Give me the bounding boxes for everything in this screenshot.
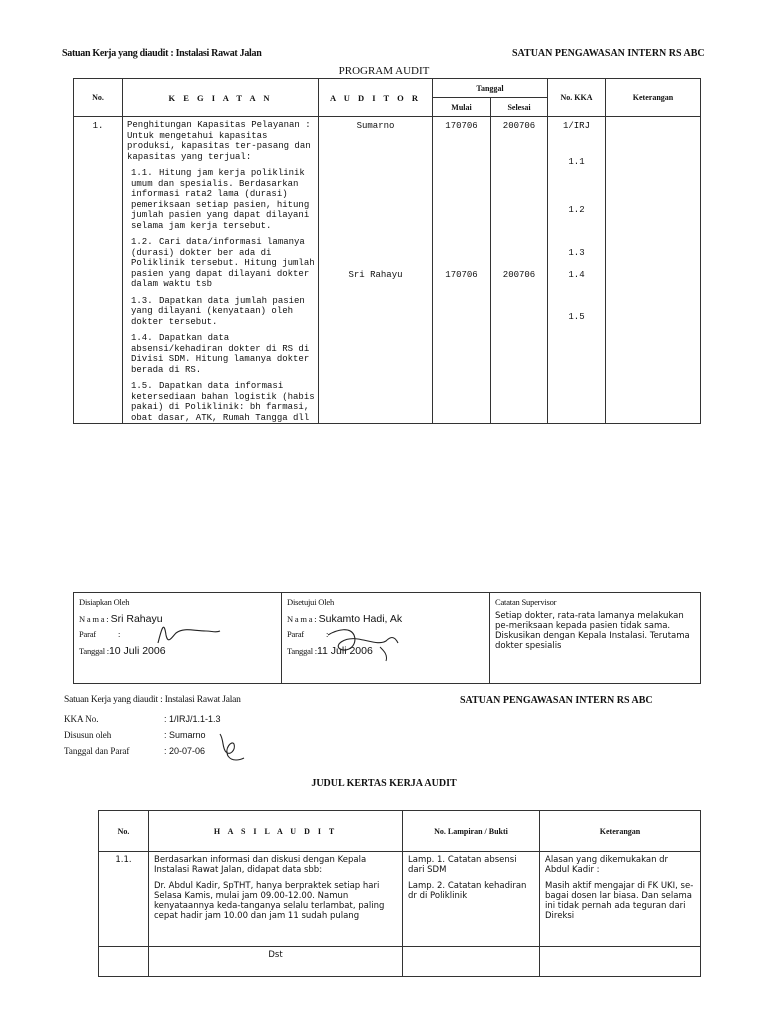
approved-title: Disetujui Oleh [287,597,335,607]
department-title: SATUAN PENGAWASAN INTERN RS ABC [512,48,705,59]
lampiran-2: Lamp. 2. Catatan kehadiran dr di Poliklinik [408,881,527,901]
signature-sumarno [214,730,248,766]
dst-keterangan-cell [540,947,701,977]
keterangan-intro: Alasan yang dikemukakan dr Abdul Kadir : [545,855,669,875]
kegiatan-cell [123,117,319,424]
approved-date-row: Tanggal :11 Juli 2006 [287,645,373,657]
mulai-1: 170706 [445,121,478,131]
lampiran-cell [403,852,540,947]
col-result-no: No. [99,811,149,852]
supervisor-cell [490,593,701,684]
ws-tanggal-row: Tanggal dan Paraf : 20-07-06 [64,746,206,756]
approval-table [73,592,701,684]
kegiatan-item: 1.5. Dapatkan data informasi ketersediaan bahan logistik (habis pakai) di Poliklinik: bh farmasi, obat dasar, ATK, Rumah Tangga dll [131,381,315,423]
kegiatan-item: 1.3. Dapatkan data jumlah pasien yang dilayani (kenyataan) oleh dokter tersebut. [131,295,305,327]
kka-item: 1.4 [568,270,585,280]
auditor-cell [319,117,433,424]
row-number: 1. [74,117,123,424]
keterangan-cell [606,117,701,424]
result-keterangan-cell [540,852,701,947]
prepared-date-row: Tanggal :10 Juli 2006 [79,645,166,657]
mulai-cell [433,117,491,424]
col-result-keterangan: Keterangan [540,811,701,852]
program-audit-table [73,78,701,424]
mulai-2: 170706 [445,270,478,280]
auditor-2: Sri Rahayu [348,270,403,280]
col-keterangan: Keterangan [606,79,701,117]
ws-kka-row: KKA No. : 1/IRJ/1.1-1.3 [64,714,221,724]
prepared-name-row: N a m a : Sri Rahayu [79,613,163,625]
col-auditor: A U D I T O R [319,79,433,117]
approved-date: 11 Juli 2006 [316,645,373,657]
kegiatan-main: Penghitungan Kapasitas Pelayanan : Untuk mengetahui kapasitas produksi, kapasitas ter-pasang dan kapasitas yang terjual: [127,120,311,162]
program-audit-title: PROGRAM AUDIT [338,65,430,77]
dst-cell: Dst [149,947,403,977]
hasil-finding: Dr. Abdul Kadir, SpTHT, hanya berpraktek setiap hari Selasa Kamis, mulai jam 09.00-12.00. Namun kenyataannya keda-tanganya selalu terlambat, paling cepat hadir jam 10.00 dan jam 11 sudah pulang [154,881,385,921]
approved-name-row: N a m a : Sukamto Hadi, Ak [287,613,403,625]
col-tanggal: Tanggal [433,79,548,98]
approved-by-cell [282,593,490,684]
signature-sri-rahayu [154,617,224,647]
unit-audited-label: Satuan Kerja yang diaudit : Instalasi Rawat Jalan [62,48,262,59]
keterangan-reason: Masih aktif mengajar di FK UKI, se-bagai dosen lar biasa. Dan selama ini tidak pernah ada teguran dari Direksi [545,881,694,921]
col-lampiran: No. Lampiran / Bukti [403,811,540,852]
audit-result-table [98,810,701,977]
selesai-2: 200706 [502,270,536,280]
col-kegiatan: K E G I A T A N [123,79,319,117]
col-hasil-audit: H A S I L A U D I T [149,811,403,852]
selesai-cell [491,117,548,424]
dst-lampiran-cell [403,947,540,977]
col-mulai: Mulai [433,98,491,117]
ws-department-title: SATUAN PENGAWASAN INTERN RS ABC [460,695,653,706]
kegiatan-item: 1.4. Dapatkan data absensi/kehadiran dokter di RS di Divisi SDM. Hitung lamanya dokter berada di RS. [131,333,310,375]
col-no-kka: No. KKA [548,79,606,117]
auditor-1: Sumarno [356,121,395,131]
ws-disusun-row: Disusun oleh : Sumarno [64,730,206,740]
kka-item: 1.3 [568,248,585,258]
kka-item: 1.1 [568,157,585,167]
dst-no-cell [99,947,149,977]
ws-disusun-value: : Sumarno [164,730,206,740]
kka-item: 1.5 [568,312,585,322]
kka-main: 1/IRJ [562,121,590,131]
prepared-paraf-row: Paraf : [79,629,121,639]
kegiatan-item: 1.1. Hitung jam kerja poliklinik umum dan spesialis. Berdasarkan informasi rata2 lama (durasi) pemeriksaan setiap pasien, hitung jumlah pasien yang dapat dilayani selama jam kerja tersebut. [131,168,310,231]
supervisor-note: Setiap dokter, rata-rata lamanya melakukan pe-meriksaan kepada pasien tidak sama. Diskusikan dengan Kepala Instalasi. Terutama dokter spesialis [495,611,690,651]
hasil-intro: Berdasarkan informasi dan diskusi dengan Kepala Instalasi Rawat Jalan, didapat data sbb: [154,855,367,875]
kegiatan-item: 1.2. Cari data/informasi lamanya (durasi) dokter ber ada di Poliklinik tersebut. Hitung jumlah pasien yang dapat dilayani dokter dalam waktu tsb [131,237,315,289]
kka-item: 1.2 [568,205,585,215]
prepared-by-cell [74,593,282,684]
prepared-name: Sri Rahayu [110,613,163,625]
lampiran-1: Lamp. 1. Catatan absensi dari SDM [408,855,517,875]
ws-unit-label: Satuan Kerja yang diaudit : Instalasi Rawat Jalan [64,695,241,705]
ws-tanggal-value: : 20-07-06 [164,746,206,756]
result-row-number: 1.1. [99,852,149,947]
col-no: No. [74,79,123,117]
hasil-cell [149,852,403,947]
ws-kka-value: : 1/IRJ/1.1-1.3 [164,714,221,724]
kka-cell [548,117,606,424]
approved-paraf-row: Paraf : [287,629,329,639]
approved-name: Sukamto Hadi, Ak [318,613,403,625]
signature-sukamto [324,623,404,663]
prepared-title: Disiapkan Oleh [79,597,130,607]
col-selesai: Selesai [491,98,548,117]
supervisor-title: Catatan Supervisor [495,597,557,607]
selesai-1: 200706 [502,121,536,131]
worksheet-title: JUDUL KERTAS KERJA AUDIT [311,778,457,789]
prepared-date: 10 Juli 2006 [108,645,166,657]
